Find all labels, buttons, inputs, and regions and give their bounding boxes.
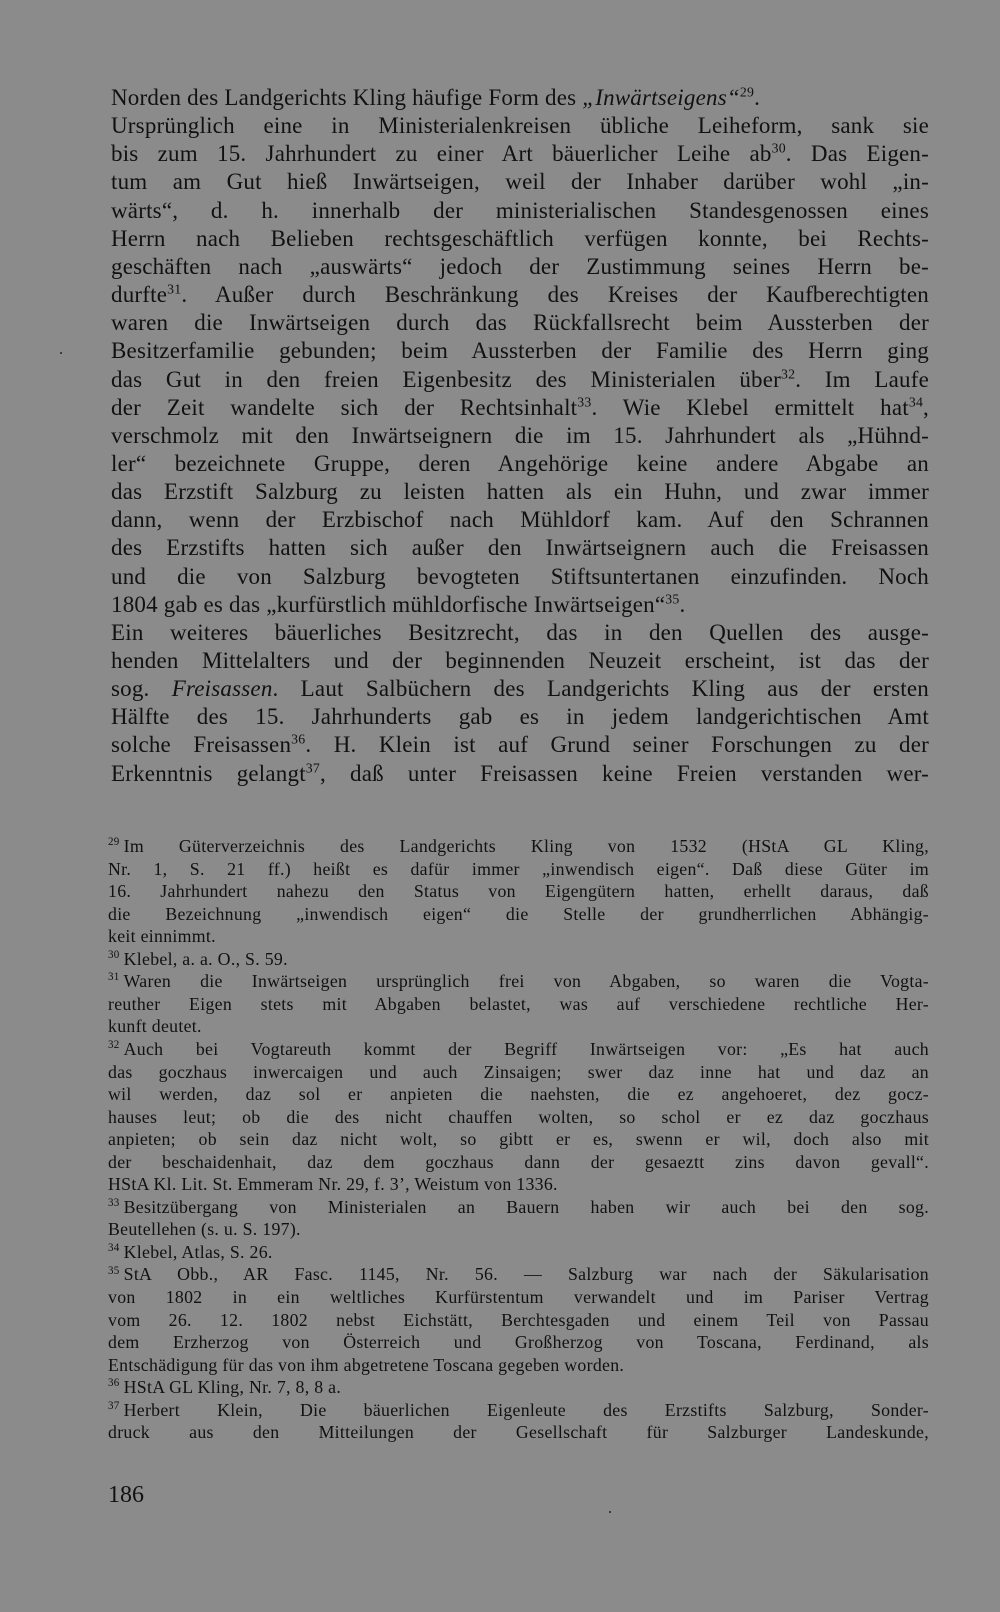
body-line: verschmolz mit den Inwärtseignern die im 15. Jahrhundert als „Hühnd- [111, 422, 929, 448]
scan-speck [60, 352, 62, 354]
footnote-line: $^{34}$ Klebel, Atlas, S. 26. [108, 1241, 273, 1262]
footnote-line: 16. Jahrhundert nahezu den Status von Eigengütern hatten, erhellt daraus, daß [108, 881, 929, 902]
body-line: tum am Gut hieß Inwärtseigen, weil der Inhaber darüber wohl „in- [111, 169, 929, 195]
footnote-line: Entschädigung für das von ihm abgetretene Toscana gegeben worden. [108, 1354, 625, 1375]
body-line: der Zeit wandelte sich der Rechtsinhalt$^{33}$. Wie Klebel ermittelt hat$^{34}$, [111, 393, 929, 420]
page-number: 186 [108, 1482, 144, 1508]
body-line: dann, wenn der Erzbischof nach Mühldorf kam. Auf den Schrannen [111, 507, 929, 533]
footnote-line: $^{36}$ HStA GL Kling, Nr. 7, 8, 8 a. [108, 1377, 342, 1398]
footnote-line: keit einnimmt. [108, 926, 216, 947]
scan-speck [609, 1511, 611, 1513]
footnote-line: $^{35}$ StA Obb., AR Fasc. 1145, Nr. 56. — Salzburg war nach der Säkularisation [108, 1264, 929, 1285]
body-line: Norden des Landgerichts Kling häufige Form des „Inwärtseigens“$^{29}$. [111, 84, 761, 110]
footnote-line: Nr. 1, S. 21 ff.) heißt es dafür immer „inwendisch eigen“. Daß diese Güter im [108, 858, 929, 879]
body-line: henden Mittelalters und der beginnenden Neuzeit erscheint, ist das der [111, 648, 929, 673]
body-line: Ein weiteres bäuerliches Besitzrecht, das in den Quellen des ausge- [111, 619, 929, 645]
body-line: das Erzstift Salzburg zu leisten hatten als ein Huhn, und zwar immer [111, 479, 929, 505]
body-line: Erkenntnis gelangt$^{37}$, daß unter Freisassen keine Freien verstanden wer- [111, 759, 929, 786]
body-line: des Erzstifts hatten sich außer den Inwärtseignern auch die Freisassen [111, 535, 929, 561]
body-line: ler“ bezeichnete Gruppe, deren Angehörige keine andere Abgabe an [111, 450, 929, 476]
footnote-line: kunft deutet. [108, 1016, 202, 1037]
footnote-line: $^{30}$ Klebel, a. a. O., S. 59. [108, 948, 288, 969]
footnote-line: $^{31}$ Waren die Inwärtseigen ursprünglich frei von Abgaben, so waren die Vogta- [108, 971, 929, 992]
body-line: geschäften nach „auswärts“ jedoch der Zustimmung seines Herrn be- [111, 253, 929, 279]
body-line: Ursprünglich eine in Ministerialenkreisen übliche Leiheform, sank sie [111, 113, 929, 139]
body-line: durfte$^{31}$. Außer durch Beschränkung des Kreises der Kaufberechtigten [111, 281, 929, 308]
body-line: und die von Salzburg bevogteten Stiftsuntertanen einzufinden. Noch [111, 563, 929, 589]
body-line: Besitzerfamilie gebunden; beim Aussterben der Familie des Herrn ging [111, 338, 929, 364]
footnote-line: vom 26. 12. 1802 nebst Eichstätt, Berchtesgaden und einem Teil von Passau [108, 1309, 929, 1330]
body-line: Herrn nach Belieben rechtsgeschäftlich verfügen konnte, bei Rechts- [111, 225, 929, 251]
body-line: sog. Freisassen. Laut Salbüchern des Landgerichts Kling aus der ersten [111, 676, 929, 702]
footnote-line: Beutellehen (s. u. S. 197). [108, 1219, 301, 1240]
body-line: wärts“, d. h. innerhalb der ministerialischen Standesgenossen eines [111, 197, 929, 223]
footnote-line: dem Erzherzog von Österreich und Großherzog von Toscana, Ferdinand, als [108, 1332, 929, 1353]
body-line: bis zum 15. Jahrhundert zu einer Art bäuerlicher Leihe $ab^{30}$. Das Eigen- [111, 140, 929, 167]
footnote-line: $^{32}$ Auch bei Vogtareuth kommt der Begriff Inwärtseigen vor: „Es hat auch [108, 1038, 929, 1059]
footnote-line: anpieten; ob sein daz nicht wolt, so gibtt er es, swenn er wil, doch also mit [108, 1129, 929, 1150]
footnote-line: hauses leut; ob die des nicht chauffen wolten, so schol er ez daz goczhaus [108, 1106, 929, 1127]
body-line: solche Freisassen$^{36}$. H. Klein ist auf Grund seiner Forschungen zu der [111, 731, 929, 758]
footnote-line: druck aus den Mitteilungen der Gesellschaft für Salzburger Landeskunde, [108, 1422, 929, 1443]
body-line: waren die Inwärtseigen durch das Rückfallsrecht beim Aussterben der [111, 310, 929, 336]
body-line: das Gut in den freien Eigenbesitz des Ministerialen über$^{32}$. Im Laufe [111, 365, 929, 392]
footnote-line: der beschaidenhait, daz dem goczhaus dann der gesaeztt zins davon gevall“. [108, 1151, 929, 1172]
footnote-line: reuther Eigen stets mit Abgaben belastet, was auf verschiedene rechtliche Her- [108, 993, 929, 1014]
footnote-line: wil werden, daz sol er anpieten die naehsten, die ez angehoeret, dez gocz- [108, 1084, 929, 1105]
footnote-line: $^{29}$ Im Güterverzeichnis des Landgerichts Kling von 1532 (HStA GL Kling, [108, 836, 929, 856]
footnote-line: die Bezeichnung „inwendisch eigen“ die Stelle der grundherrlichen Abhängig- [108, 903, 929, 924]
body-line: Hälfte des 15. Jahrhunderts gab es in jedem landgerichtischen Amt [111, 704, 929, 730]
footnote-line: $^{37}$ Herbert Klein, Die bäuerlichen Eigenleute des Erzstifts Salzburg, Sonder- [108, 1399, 929, 1420]
footnote-line: von 1802 in ein weltliches Kurfürstentum verwandelt und im Pariser Vertrag [108, 1287, 929, 1307]
footnote-line: HStA Kl. Lit. St. Emmeram Nr. 29, f. 3’, Weistum von 1336. [108, 1174, 558, 1195]
body-line: 1804 gab es das „kurfürstlich mühldorfische Inwärtseigen“$^{35}$. [111, 591, 686, 617]
footnote-line: $^{33}$ Besitzübergang von Ministerialen an Bauern haben wir auch bei den sog. [108, 1196, 929, 1217]
footnote-line: das goczhaus inwercaigen und auch Zinsaigen; swer daz inne hat und daz an [108, 1061, 929, 1082]
